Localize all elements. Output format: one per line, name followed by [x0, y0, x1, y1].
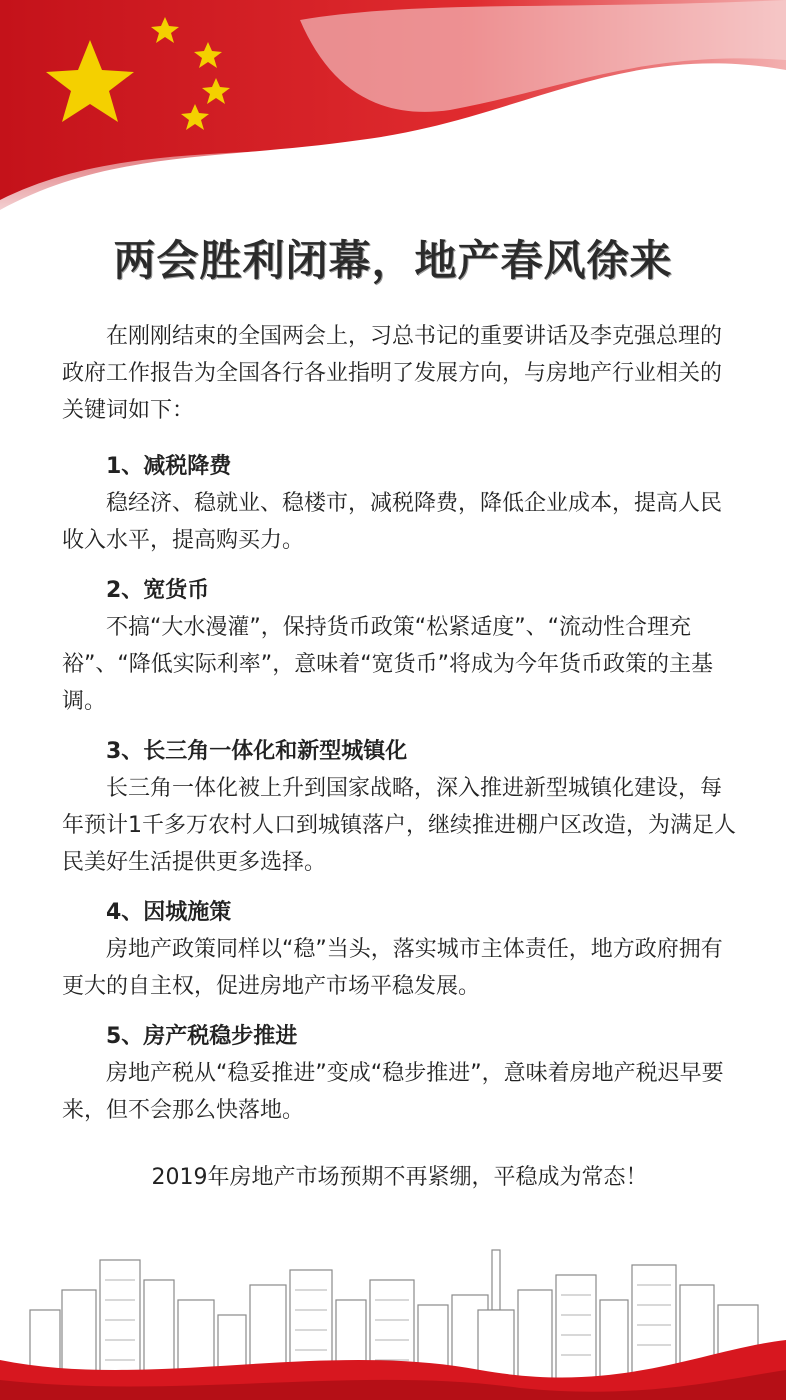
section-city-policy — [62, 895, 737, 1005]
closing-statement: 2019年房地产市场预期不再紧绷，平稳成为常态！ — [151, 1165, 648, 1190]
city-skyline-icon — [0, 1240, 786, 1400]
section-text: 不搞“大水漫灌”，保持货币政策“松紧适度”、“流动性合理充裕”、“降低实际利率”，意味着“宽货币”将成为今年货币政策的主基调。 — [62, 615, 713, 714]
flag-banner — [0, 0, 786, 240]
section-tax-cut — [62, 449, 737, 559]
article-body — [62, 318, 737, 1218]
section-loose-money — [62, 573, 737, 720]
section-property-tax — [62, 1019, 737, 1129]
section-text: 稳经济、稳就业、稳楼市，减税降费，降低企业成本，提高人民收入水平，提高购买力。 — [62, 491, 723, 553]
section-heading: 5、房产税稳步推进 — [106, 1024, 298, 1049]
section-text: 房地产税从“稳妥推进”变成“稳步推进”，意味着房地产税迟早要来，但不会那么快落地。 — [62, 1061, 724, 1123]
section-heading: 3、长三角一体化和新型城镇化 — [106, 739, 408, 764]
section-text: 房地产政策同样以“稳”当头，落实城市主体责任，地方政府拥有更大的自主权，促进房地产市场平稳发展。 — [62, 937, 723, 999]
page-title: 两会胜利闭幕，地产春风徐来 — [113, 236, 673, 285]
section-heading: 1、减税降费 — [106, 454, 232, 479]
section-yangtze-delta — [62, 734, 737, 881]
section-heading: 2、宽货币 — [106, 578, 210, 603]
section-text: 长三角一体化被上升到国家战略，深入推进新型城镇化建设，每年预计1千多万农村人口到城镇落户，继续推进棚户区改造，为满足人民美好生活提供更多选择。 — [62, 776, 736, 875]
section-heading: 4、因城施策 — [106, 900, 232, 925]
intro-paragraph: 在刚刚结束的全国两会上，习总书记的重要讲话及李克强总理的政府工作报告为全国各行各业指明了发展方向，与房地产行业相关的关键词如下： — [62, 324, 723, 423]
